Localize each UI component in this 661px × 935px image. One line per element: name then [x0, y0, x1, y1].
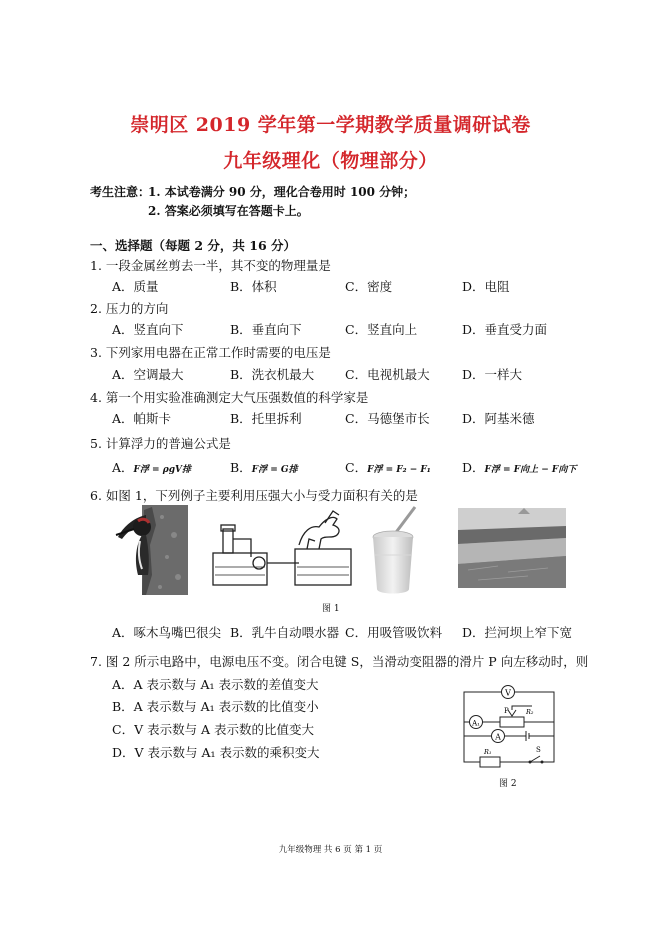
r2-label: R₂: [526, 708, 534, 716]
cow-feeder-image: [207, 505, 357, 595]
page-title: 崇明区 2019 学年第一学期教学质量调研试卷: [130, 114, 531, 136]
formula-d: F浮 = F向上 − F向下: [484, 465, 577, 475]
question-7-option-d[interactable]: D．V 表示数与 A₁ 表示数的乘积变大: [112, 745, 320, 760]
slider-p-label: P: [504, 707, 509, 715]
notice-label: 考生注意：: [90, 185, 151, 199]
page-footer: 九年级物理 共 6 页 第 1 页: [278, 845, 383, 855]
option-letter: D．: [462, 460, 485, 475]
r1-label: R₁: [484, 748, 492, 756]
question-3-option-d[interactable]: D．一样大: [462, 367, 523, 382]
voltmeter-label: V: [505, 688, 511, 698]
section-heading: 一、选择题（每题 2 分，共 16 分）: [90, 238, 297, 253]
question-4-option-b[interactable]: B．托里拆利: [230, 411, 302, 426]
question-6-option-c[interactable]: C．用吸管吸饮料: [345, 625, 443, 640]
question-6-option-b[interactable]: B．乳牛自动喂水器: [230, 625, 340, 640]
question-5-option-b[interactable]: [230, 458, 298, 476]
question-6-option-d[interactable]: D．拦河坝上窄下宽: [462, 625, 573, 640]
question-4-option-d[interactable]: D．阿基米德: [462, 411, 535, 426]
drink-straw-image: [365, 505, 425, 597]
question-6-stem: 6. 如图 1，下列例子主要利用压强大小与受力面积有关的是: [90, 488, 418, 503]
formula-b: F浮 = G排: [251, 465, 298, 475]
option-letter: A．: [112, 460, 134, 475]
woodpecker-image: [112, 505, 188, 595]
question-2-option-b[interactable]: B．垂直向下: [230, 322, 302, 337]
notice-item-2: 2. 答案必须填写在答题卡上。: [148, 204, 309, 218]
question-5-option-a[interactable]: [112, 458, 191, 476]
formula-c: F浮 = F₂ − F₁: [367, 465, 431, 475]
question-1-option-d[interactable]: D．电阻: [462, 279, 510, 294]
page-subtitle: 九年级理化（物理部分）: [223, 150, 438, 172]
figure-2-caption: 图 2: [499, 779, 517, 789]
question-3-option-a[interactable]: A．空调最大: [112, 367, 184, 382]
question-7-option-b[interactable]: B．A 表示数与 A₁ 表示数的比值变小: [112, 699, 319, 714]
question-1-option-c[interactable]: C．密度: [345, 279, 393, 294]
question-7-stem: 7. 图 2 所示电路中，电源电压不变。闭合电键 S，当滑动变阻器的滑片 P 向左移动时，则: [90, 654, 589, 669]
question-4-option-a[interactable]: A．帕斯卡: [112, 411, 172, 426]
question-5-stem: 5. 计算浮力的普遍公式是: [90, 436, 231, 451]
question-1-option-b[interactable]: B．体积: [230, 279, 277, 294]
switch-s-label: S: [536, 746, 541, 754]
dam-image: [458, 508, 566, 588]
option-letter: C．: [345, 460, 368, 475]
question-3-option-c[interactable]: C．电视机最大: [345, 367, 430, 382]
figure-1-caption: 图 1: [322, 604, 340, 614]
question-4-option-c[interactable]: C．马德堡市长: [345, 411, 430, 426]
question-2-option-d[interactable]: D．垂直受力面: [462, 322, 548, 337]
formula-a: F浮 = ρgV排: [133, 465, 191, 475]
question-2-option-c[interactable]: C．竖直向上: [345, 322, 418, 337]
question-5-option-d[interactable]: [462, 458, 576, 476]
question-7-option-c[interactable]: C．V 表示数与 A 表示数的比值变大: [112, 722, 315, 737]
option-letter: B．: [230, 460, 252, 475]
question-7-option-a[interactable]: A．A 表示数与 A₁ 表示数的差值变大: [112, 677, 319, 692]
question-3-option-b[interactable]: B．洗衣机最大: [230, 367, 315, 382]
ammeter-a1-label: A₁: [472, 719, 480, 728]
question-3-stem: 3. 下列家用电器在正常工作时需要的电压是: [90, 345, 331, 360]
circuit-diagram: [456, 680, 562, 770]
question-1-stem: 1. 一段金属丝剪去一半，其不变的物理量是: [90, 258, 331, 273]
notice-item-1: 1. 本试卷满分 90 分，理化合卷用时 100 分钟；: [148, 185, 416, 199]
question-5-option-c[interactable]: [345, 458, 431, 476]
question-1-option-a[interactable]: A．质量: [112, 279, 159, 294]
question-2-option-a[interactable]: A．竖直向下: [112, 322, 184, 337]
question-4-stem: 4. 第一个用实验准确测定大气压强数值的科学家是: [90, 390, 369, 405]
ammeter-a-label: A: [495, 732, 501, 742]
question-6-option-a[interactable]: A．啄木鸟嘴巴很尖: [112, 625, 222, 640]
question-2-stem: 2. 压力的方向: [90, 301, 169, 316]
